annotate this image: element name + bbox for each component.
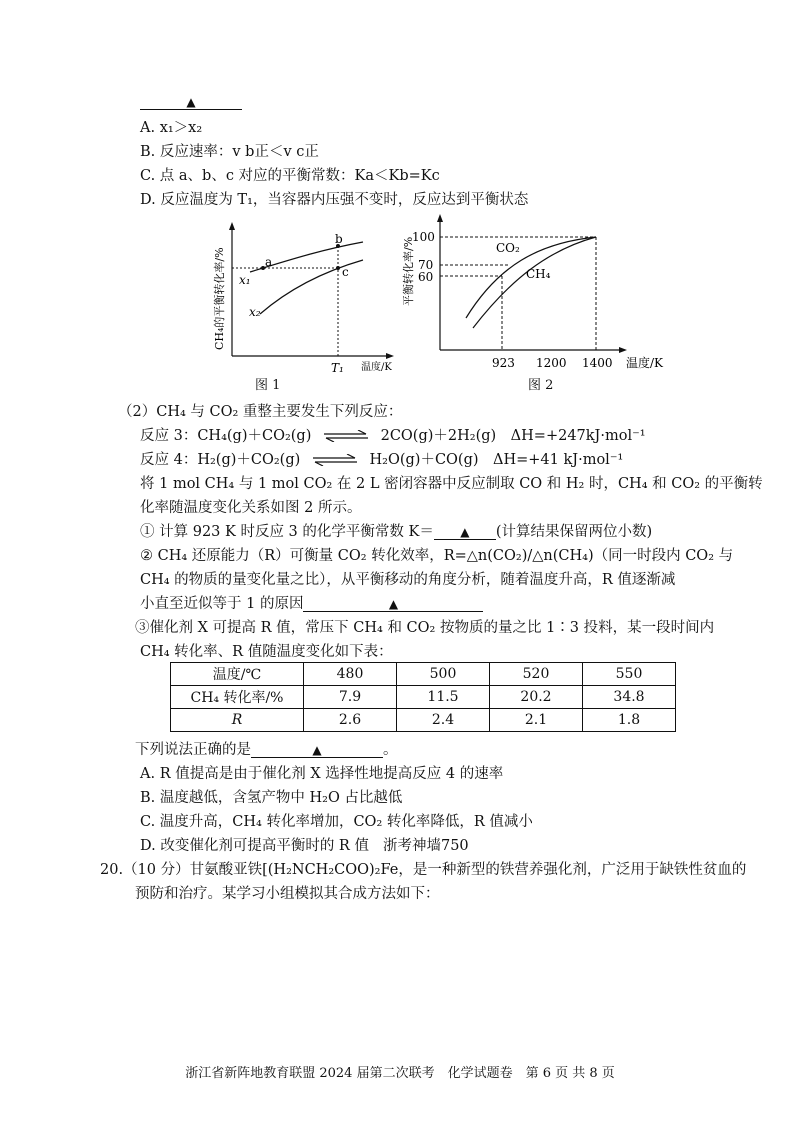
- reaction-3: [140, 426, 646, 446]
- fig1-tick-t1: T₁: [331, 361, 344, 375]
- figure-1: [205, 216, 395, 396]
- table-row: CH₄ 转化率/% 7.9 11.5 20.2 34.8: [171, 686, 676, 709]
- reaction-4-right: H₂O(g)＋CO(g) ΔH=+41 kJ·mol⁻¹: [369, 452, 624, 468]
- question-2-line-2: CH₄ 的物质的量变化量之比），从平衡移动的角度分析，随着温度升高，R 值逐渐减: [140, 572, 676, 588]
- reaction-4: [140, 450, 623, 470]
- watermark: 浙考神墙750: [382, 838, 469, 854]
- option-a: A. x₁＞x₂: [140, 120, 203, 136]
- part2-option-c: C. 温度升高，CH₄ 转化率增加，CO₂ 转化率降低，R 值减小: [140, 814, 533, 830]
- option-d: D. 反应温度为 T₁，当容器内压强不变时，反应达到平衡状态: [140, 192, 529, 208]
- fig2-ylabel: 平衡转化率/%: [402, 236, 415, 306]
- question-3-line-2: CH₄ 转化率、R 值随温度变化如下表：: [140, 644, 393, 660]
- desc-line-2: 化率随温度变化关系如图 2 所示。: [140, 500, 362, 516]
- question-3-line-1: ③催化剂 X 可提高 R 值，常压下 CH₄ 和 CO₂ 按物质的量之比 1∶3 投料，某一段时间内: [135, 620, 715, 636]
- triangle-mark: ▲: [312, 743, 322, 757]
- fig2-ytick-70: 70: [418, 258, 434, 272]
- triangle-mark: ▲: [186, 95, 196, 109]
- reaction-4-left: 反应 4：H₂(g)＋CO₂(g): [140, 452, 301, 468]
- fig1-xlabel: 温度/K: [361, 362, 392, 373]
- table-row: 温度/℃ 480 500 520 550: [171, 663, 676, 686]
- fig2-xtick-1200: 1200: [536, 356, 567, 370]
- fig2-xlabel: 温度/K: [626, 356, 664, 370]
- fig2-ytick-100: 100: [412, 230, 435, 244]
- fig2-xtick-923: 923: [492, 356, 515, 370]
- reaction-3-right: 2CO(g)＋2H₂(g) ΔH=+247kJ·mol⁻¹: [380, 428, 646, 444]
- fig1-ylabel: CH₄的平衡转化率/%: [213, 247, 226, 350]
- option-c: C. 点 a、b、c 对应的平衡常数：Ka＜Kb=Kc: [140, 168, 440, 184]
- part2-intro: （2）CH₄ 与 CO₂ 重整主要发生下列反应：: [118, 404, 403, 420]
- part2-option-d: D. 改变催化剂可提高平衡时的 R 值 浙考神墙750: [140, 838, 469, 854]
- fig1-point-a: a: [265, 255, 273, 269]
- fig2-ytick-60: 60: [418, 270, 434, 284]
- fig1-label-x1: x₁: [239, 273, 251, 287]
- question-20-line-2: 预防和治疗。某学习小组模拟其合成方法如下：: [135, 886, 440, 902]
- page-footer: 浙江省新阵地教育联盟 2024 届第二次联考 化学试题卷 第 6 页 共 8 页: [185, 1066, 615, 1081]
- part2-option-b: B. 温度越低，含氢产物中 H₂O 占比越低: [140, 790, 403, 806]
- table-row: R 2.6 2.4 2.1 1.8: [171, 709, 676, 732]
- triangle-mark: ▲: [460, 525, 470, 539]
- desc-line-1: 将 1 mol CH₄ 与 1 mol CO₂ 在 2 L 密闭容器中反应制取 CO 和 H₂ 时，CH₄ 和 CO₂ 的平衡转: [140, 476, 763, 492]
- part2-option-a: A. R 值提高是由于催化剂 X 选择性地提高反应 4 的速率: [140, 766, 504, 782]
- triangle-mark: ▲: [388, 597, 399, 611]
- question-2-line-3: 小直至近似等于 1 的原因 ▲: [140, 594, 483, 614]
- fig1-caption: 图 1: [255, 378, 281, 393]
- question-2-line-1: ② CH₄ 还原能力（R）可衡量 CO₂ 转化效率，R=△n(CO₂)/△n(CH₄)（同一时段内 CO₂ 与: [140, 548, 734, 564]
- question-20-line-1: 20.（10 分）甘氨酸亚铁[(H₂NCH₂COO)₂Fe，是一种新型的铁营养强化剂，广泛用于缺铁性贫血的: [100, 862, 747, 878]
- fig2-label-ch4: CH₄: [526, 267, 551, 281]
- fig2-caption: 图 2: [528, 378, 554, 393]
- which-correct: 下列说法正确的是 ▲ 。: [135, 742, 398, 758]
- fig1-point-c: c: [342, 265, 349, 279]
- fig2-label-co2: CO₂: [496, 241, 520, 255]
- fig2-xtick-1400: 1400: [582, 356, 613, 370]
- equilibrium-arrow-icon: [311, 454, 359, 466]
- equilibrium-arrow-icon: [322, 430, 370, 442]
- question-1: ① 计算 923 K 时反应 3 的化学平衡常数 K＝ ▲ (计算结果保留两位小数): [140, 524, 653, 540]
- fig1-label-x2: x₂: [249, 305, 261, 319]
- data-table: [170, 662, 676, 732]
- reaction-3-left: 反应 3：CH₄(g)＋CO₂(g): [140, 428, 312, 444]
- answer-blank-top: [140, 92, 242, 112]
- option-b: B. 反应速率：v b正＜v c正: [140, 144, 319, 160]
- fig2-curve-ch4: [473, 237, 596, 328]
- figure-2: [398, 210, 668, 375]
- fig1-point-b: b: [335, 232, 343, 246]
